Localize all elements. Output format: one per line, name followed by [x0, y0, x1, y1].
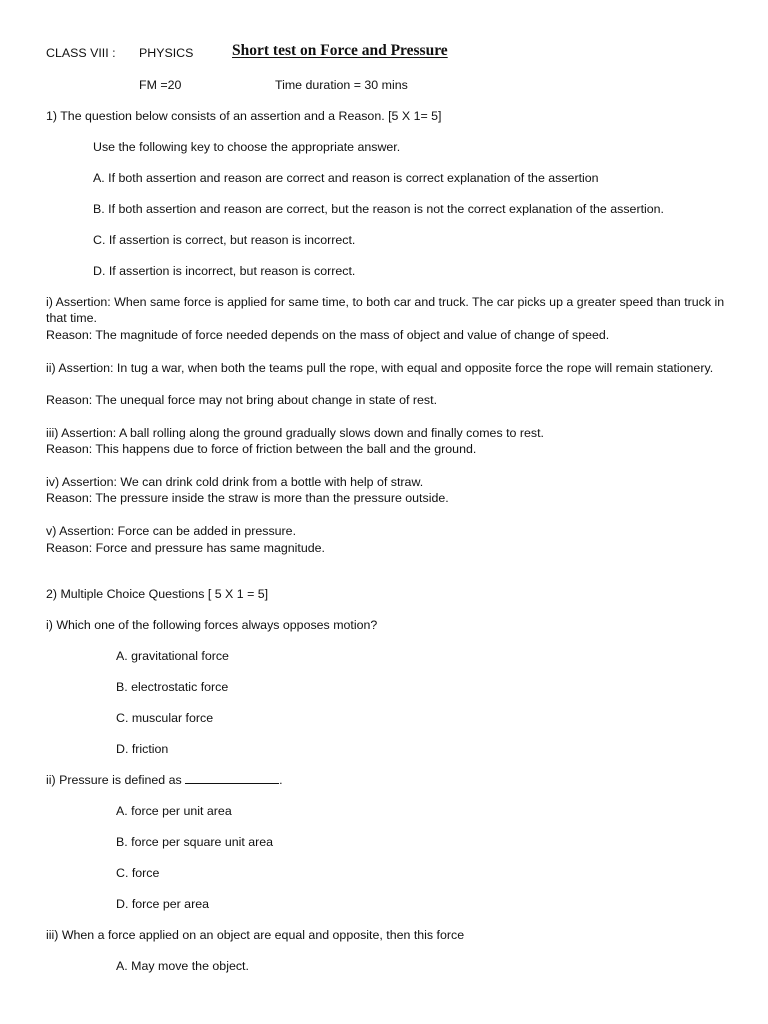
q2-q2-option-d: D. force per area — [116, 897, 209, 911]
q2-question-2 — [46, 772, 283, 788]
q2-question-1: i) Which one of the following forces always opposes motion? — [46, 618, 378, 632]
q2-q2-option-a: A. force per unit area — [116, 804, 232, 818]
q2-q1-option-d: D. friction — [116, 742, 169, 756]
q1-heading: 1) The question below consists of an assertion and a Reason. [5 X 1= 5] — [46, 109, 442, 123]
q1-key-b: B. If both assertion and reason are correct, but the reason is not the correct explanation of the assertion. — [93, 202, 664, 216]
q1-item-5-assertion: v) Assertion: Force can be added in pressure. — [46, 524, 297, 538]
q2-q1-option-b: B. electrostatic force — [116, 680, 229, 694]
q1-key-a: A. If both assertion and reason are correct and reason is correct explanation of the assertion — [93, 171, 599, 185]
q1-item-5-reason: Reason: Force and pressure has same magnitude. — [46, 541, 325, 555]
class-label: CLASS VIII : — [46, 46, 116, 60]
q2-question-2-end: . — [279, 773, 283, 787]
answer-blank — [185, 772, 279, 784]
q1-item-2-reason: Reason: The unequal force may not bring about change in state of rest. — [46, 393, 438, 407]
q2-q3-option-a: A. May move the object. — [116, 959, 249, 973]
q1-item-3-assertion: iii) Assertion: A ball rolling along the ground gradually slows down and finally comes to rest. — [46, 426, 544, 440]
q1-item-3-reason: Reason: This happens due to force of friction between the ball and the ground. — [46, 442, 477, 456]
q1-key-d: D. If assertion is incorrect, but reason is correct. — [93, 264, 356, 278]
full-marks: FM =20 — [139, 78, 182, 92]
time-duration: Time duration = 30 mins — [275, 78, 408, 92]
subject-label: PHYSICS — [139, 46, 194, 60]
q2-q2-option-c: C. force — [116, 866, 160, 880]
q1-item-4-reason: Reason: The pressure inside the straw is more than the pressure outside. — [46, 491, 449, 505]
q1-item-1-assertion: i) Assertion: When same force is applied for same time, to both car and truck. The car picks up a greater speed than truck in that time. — [46, 295, 725, 325]
q1-key-c: C. If assertion is correct, but reason is incorrect. — [93, 233, 356, 247]
page-title: Short test on Force and Pressure — [232, 42, 448, 59]
q1-item-2-assertion: ii) Assertion: In tug a war, when both the teams pull the rope, with equal and opposite force the rope will remain stationery. — [46, 361, 714, 375]
q2-q2-option-b: B. force per square unit area — [116, 835, 274, 849]
q1-item-4-assertion: iv) Assertion: We can drink cold drink from a bottle with help of straw. — [46, 475, 424, 489]
q1-key-intro: Use the following key to choose the appropriate answer. — [93, 140, 401, 154]
q1-item-1-reason: Reason: The magnitude of force needed depends on the mass of object and value of change of speed. — [46, 328, 610, 342]
q2-q1-option-c: C. muscular force — [116, 711, 214, 725]
q2-heading: 2) Multiple Choice Questions [ 5 X 1 = 5] — [46, 587, 269, 601]
q2-question-2-text: ii) Pressure is defined as — [46, 773, 182, 787]
q2-question-3: iii) When a force applied on an object are equal and opposite, then this force — [46, 928, 465, 942]
q2-q1-option-a: A. gravitational force — [116, 649, 229, 663]
